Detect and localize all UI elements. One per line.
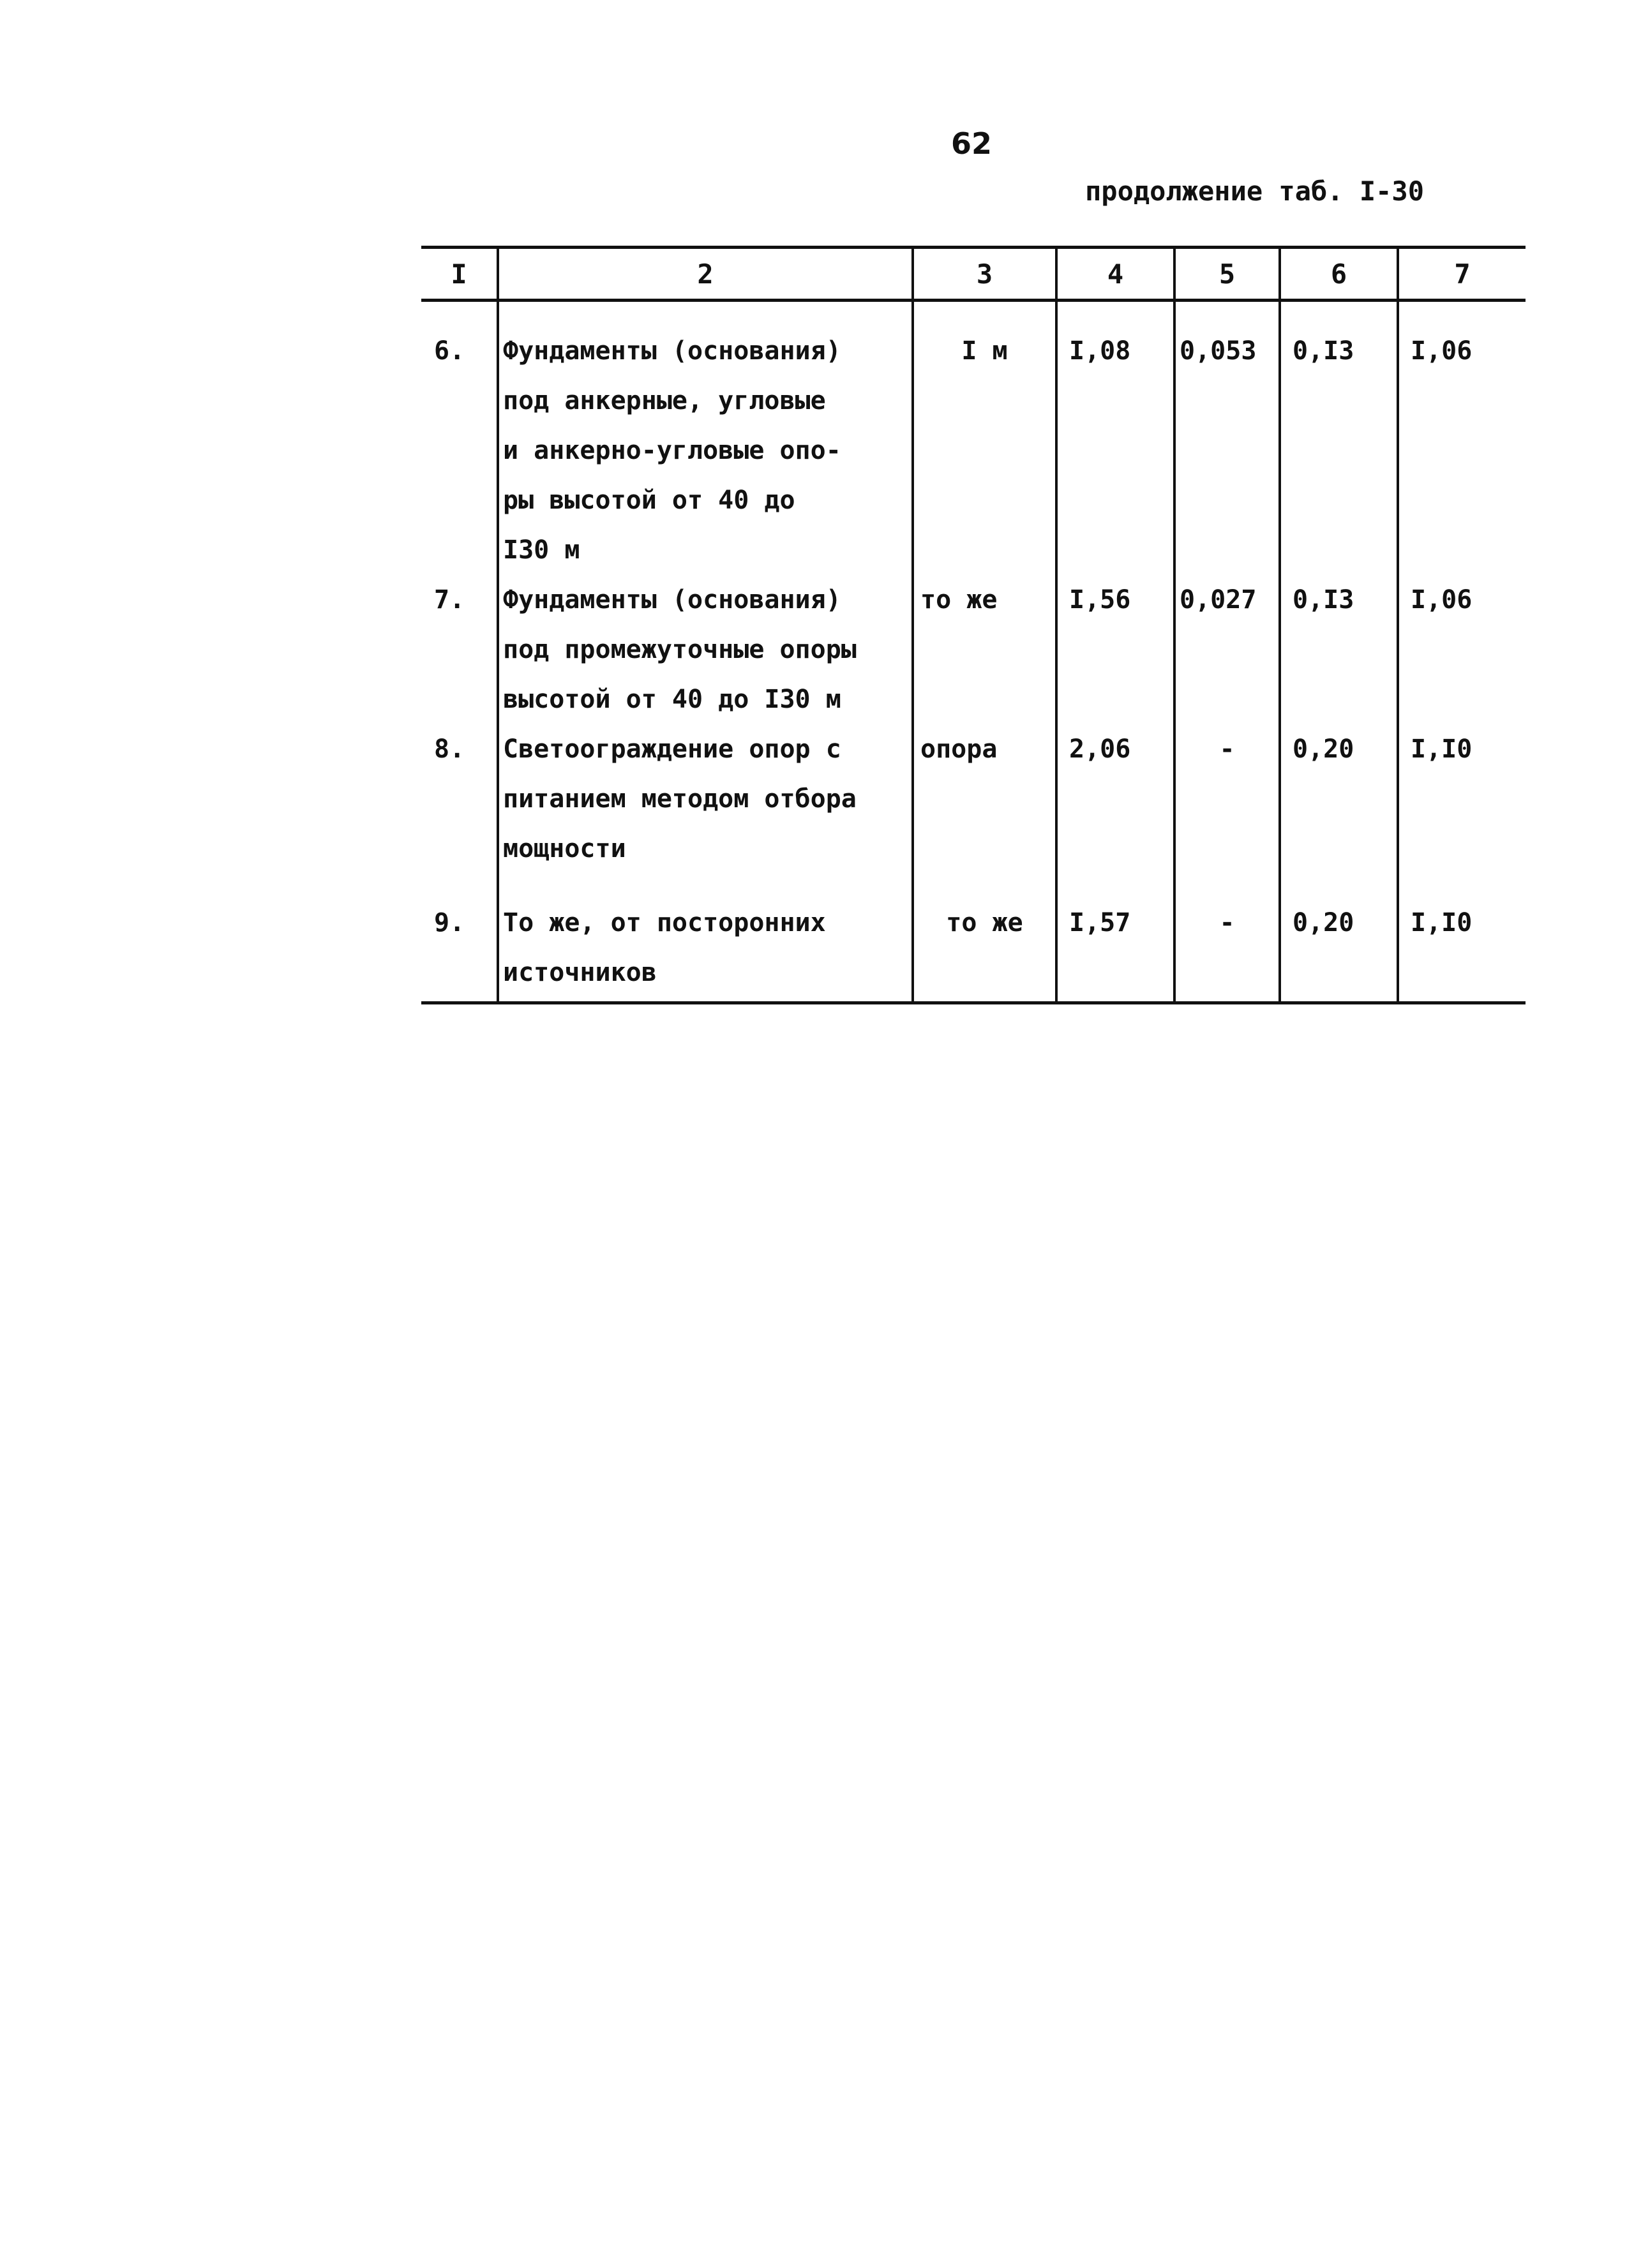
description-line: I30 м (503, 535, 580, 565)
row-number: 9. (421, 874, 498, 1003)
header-col-7: 7 (1398, 248, 1526, 301)
description-line: мощности (503, 834, 626, 863)
row-col-7: I,I0 (1398, 724, 1526, 874)
row-col-6: 0,I3 (1280, 575, 1398, 724)
page-number: 62 (951, 126, 993, 161)
row-col-4: I,56 (1056, 575, 1174, 724)
description-line: высотой от 40 до I30 м (503, 685, 841, 714)
row-unit: то же (913, 874, 1056, 1003)
row-description (498, 724, 913, 874)
row-description (498, 575, 913, 724)
header-col-2: 2 (498, 248, 913, 301)
header-col-6: 6 (1280, 248, 1398, 301)
header-col-4: 4 (1056, 248, 1174, 301)
header-col-1: I (421, 248, 498, 301)
row-description (498, 301, 913, 576)
description-line: Фундаменты (основания) (503, 585, 841, 615)
data-table-container (421, 246, 1526, 1004)
row-col-5: - (1174, 874, 1280, 1003)
table-body (421, 301, 1526, 1003)
row-unit: то же (913, 575, 1056, 724)
description-line: под промежуточные опоры (503, 635, 857, 664)
row-col-6: 0,20 (1280, 874, 1398, 1003)
header-row (421, 248, 1526, 301)
description-line: То же, от посторонних (503, 908, 826, 937)
table-row (421, 301, 1526, 576)
row-col-4: 2,06 (1056, 724, 1174, 874)
row-col-7: I,06 (1398, 575, 1526, 724)
row-col-7: I,06 (1398, 301, 1526, 576)
row-number: 7. (434, 585, 465, 615)
row-col-6: 0,20 (1280, 724, 1398, 874)
row-description (498, 874, 913, 1003)
row-unit: опора (913, 724, 1056, 874)
header-col-5: 5 (1174, 248, 1280, 301)
row-col-5: 0,053 (1174, 301, 1280, 576)
description-line: и анкерно-угловые опо- (503, 436, 841, 465)
row-col-7: I,I0 (1398, 874, 1526, 1003)
row-number: 8. (434, 735, 465, 764)
description-line: под анкерные, угловые (503, 386, 826, 415)
row-col-5: 0,027 (1174, 575, 1280, 724)
table-row (421, 575, 1526, 724)
table-row (421, 724, 1526, 874)
row-col-5: - (1174, 724, 1280, 874)
description-line: ры высотой от 40 до (503, 486, 795, 515)
data-table (421, 246, 1526, 1004)
table-continuation-caption: продолжение таб. I-30 (1085, 175, 1425, 207)
description-line: питанием методом отбора (503, 784, 857, 814)
row-col-4: I,08 (1056, 301, 1174, 576)
description-line: источников (503, 958, 657, 987)
row-unit: I м (913, 301, 1056, 576)
table-header (421, 248, 1526, 301)
row-number: 6. (434, 336, 465, 366)
row-col-4: I,57 (1056, 874, 1174, 1003)
row-col-6: 0,I3 (1280, 301, 1398, 576)
description-line: Светоограждение опор с (503, 735, 841, 764)
description-line: Фундаменты (основания) (503, 336, 841, 366)
header-col-3: 3 (913, 248, 1056, 301)
table-row (421, 874, 1526, 1003)
